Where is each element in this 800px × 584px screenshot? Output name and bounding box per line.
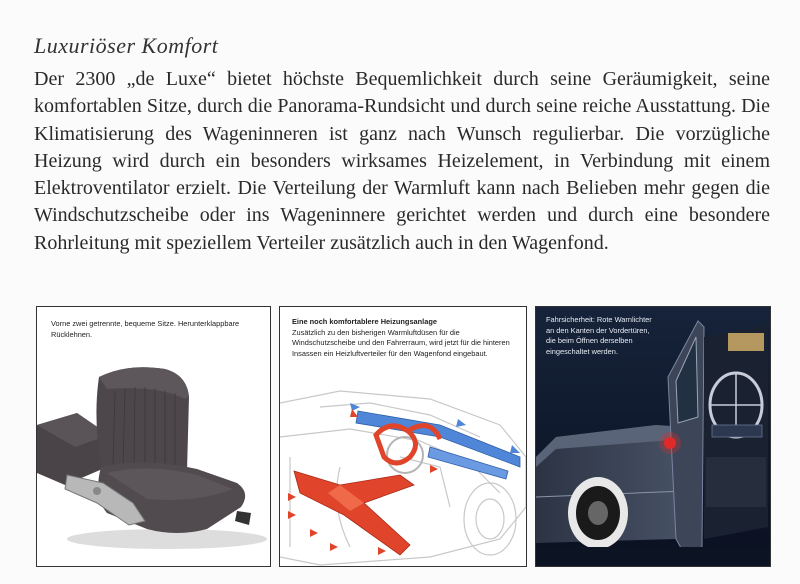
safety-photo-panel <box>535 306 771 567</box>
heating-caption: Zusätzlich zu den bisherigen Warmluftdüsen für die Windschutzscheibe und den Fahrerraum, wird jetzt für die hinteren Insassen ein Heizluftverteiler für den Wagenfond eingebaut. <box>292 327 510 358</box>
heating-caption-title: Eine noch komfortablere Heizungsanlage <box>292 317 437 326</box>
seat-image-panel <box>36 306 271 567</box>
safety-caption: Fahrsicherheit: Rote Warnlichter an den Kanten der Vordertüren, die beim Öffnen derselben eingeschaltet werden. <box>546 315 652 356</box>
page-heading: Luxuriöser Komfort <box>34 33 219 58</box>
body-paragraph: Der 2300 „de Luxe“ bietet höchste Bequemlichkeit durch seine Geräumigkeit, seine komfortablen Sitze, durch die Panorama-Rundsicht und durch seine reiche Ausstattung. Die Klimatisierung des Wageninneren ist ganz nach Wunsch regulierbar. Die vorzügliche Heizung wird durch ein besonders wirksames Heizelement, in Verbindung mit einem Elektroventilator erzielt. Die Verteilung der Warmluft kann nach Belieben mehr gegen die Windschutzscheibe oder ins Wageninnere gerichtet werden und durch eine besondere Rohrleitung mit speziellem Verteiler zusätzlich auch in den Wagenfond. <box>34 68 770 254</box>
heating-caption-block <box>292 317 520 359</box>
seat-illustration <box>37 307 271 567</box>
seat-caption: Vorne zwei getrennte, bequeme Sitze. Herunterklappbare Rücklehnen. <box>51 319 240 339</box>
heating-diagram-panel <box>279 306 527 567</box>
